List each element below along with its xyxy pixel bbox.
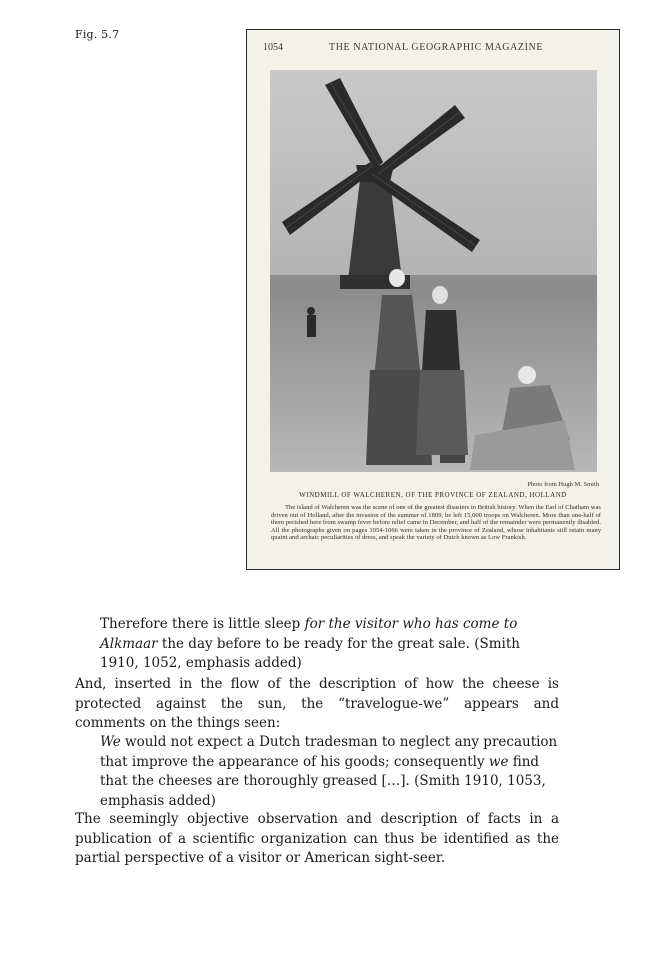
figure-label: Fig. 5.7	[75, 28, 120, 41]
scan-magazine-title: THE NATIONAL GEOGRAPHIC MAGAZINE	[329, 42, 544, 53]
scan-photo-credit: Photo from Hugh M. Smith	[527, 481, 599, 488]
quote2-middle: would not expect a Dutch tradesman to neglect any precaution that improve the appearance of his goods; consequently	[100, 734, 558, 770]
quote2-after: find that the cheeses are thoroughly greased […]. (Smith 1910, 1053, emphasis added)	[100, 753, 546, 809]
quote1-emphasis: for the visitor who has come to Alkmaar	[100, 616, 518, 652]
body-paragraph-1: And, inserted in the flow of the description of how the cheese is protected against the sun, the “travelogue-we” appears and comments on the things seen:	[75, 676, 559, 731]
block-quote-1	[100, 615, 560, 674]
scan-page-number: 1054	[263, 42, 283, 53]
scan-header	[263, 42, 603, 53]
quote1-after: the day before to be ready for the great sale. (Smith 1910, 1052, emphasis added)	[100, 635, 520, 671]
quote2-emphasis-we-2: we	[488, 753, 509, 770]
block-quote-2	[100, 733, 560, 811]
body-paragraph-2: The seemingly objective observation and description of facts in a publication of a scientific organization can thus be identified as the partial perspective of a visitor or American sight-seer.	[75, 811, 559, 866]
quote1-before: Therefore there is little sleep	[100, 616, 305, 632]
windmill-photo	[270, 70, 597, 472]
scan-caption-body: The island of Walcheren was the scene of one of the greatest disasters in British history. When the Earl of Chatham was driven out of Holland, after the invasion of the summer of 1809, he left 15,000 troops on Walcheren. More than one-half of them perished here from swamp fever before relief came in December, and half of the remainder were permanently disabled. All the photographs given on pages 1054-1066 were taken in the province of Zealand, whose inhabitants still retain many quaint and archaic peculiarities of dress, and speak the variety of Dutch known as Low Frankish.	[271, 504, 601, 542]
quote2-emphasis-we: We	[100, 734, 121, 750]
figure-scan	[246, 29, 620, 570]
scan-caption-title: WINDMILL OF WALCHEREN, OF THE PROVINCE OF ZEALAND, HOLLAND	[299, 491, 567, 499]
